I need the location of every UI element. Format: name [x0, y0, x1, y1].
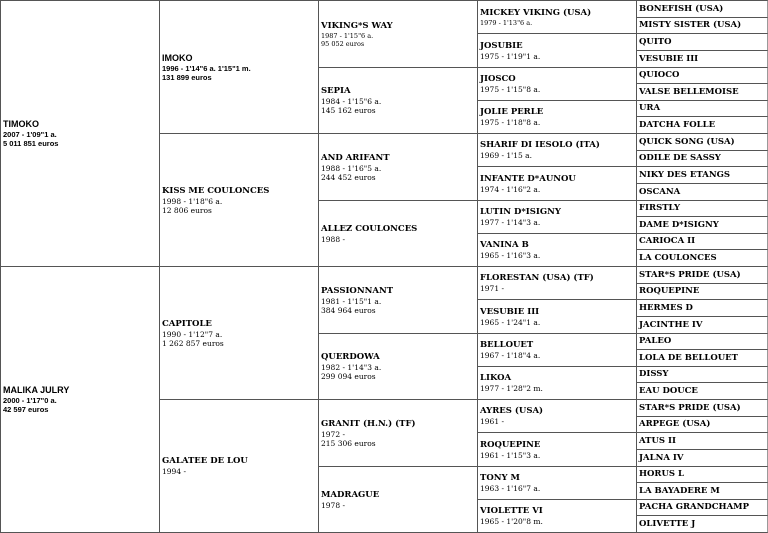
horse-gen3[interactable]: [318, 67, 478, 134]
horse-name: ROQUEPINE: [639, 286, 700, 296]
horse-name: LIKOA: [480, 373, 512, 383]
horse-sire[interactable]: [0, 0, 160, 267]
horse-name: KISS ME COULONCES: [162, 185, 270, 196]
horse-info: 1967 - 1'18"4 a.: [480, 351, 541, 360]
horse-gen5[interactable]: [636, 100, 768, 117]
horse-name: ARPEGE (USA): [639, 419, 711, 429]
horse-gen4[interactable]: [477, 200, 637, 234]
horse-name: LOLA DE BELLOUET: [639, 352, 738, 363]
horse-gen5[interactable]: [636, 283, 768, 300]
horse-name: FLORESTAN (USA) (TF): [480, 273, 594, 283]
horse-info: 2000 - 1'17"0 a.: [3, 396, 57, 405]
horse-gen3[interactable]: [318, 133, 478, 201]
horse-name: DAME D*ISIGNY: [639, 219, 719, 230]
horse-gen5[interactable]: [636, 50, 768, 68]
horse-name: STAR*S PRIDE (USA): [639, 269, 741, 280]
horse-info: 1982 - 1'14"3 a.: [321, 363, 382, 372]
horse-name: SHARIF DI IESOLO (ITA): [480, 140, 600, 150]
horse-info: 1990 - 1'12"7 a.: [162, 329, 223, 339]
horse-name: IMOKO: [162, 52, 193, 63]
horse-gen5[interactable]: [636, 316, 768, 334]
horse-gen4[interactable]: [477, 33, 637, 68]
horse-name: OSCANA: [639, 186, 681, 197]
horse-gen5[interactable]: [636, 183, 768, 201]
horse-gen3[interactable]: [318, 333, 478, 400]
horse-info: 1979 - 1'13"6 a.: [480, 18, 533, 27]
horse-name: STAR*S PRIDE (USA): [639, 402, 741, 413]
horse-gen5[interactable]: [636, 366, 768, 383]
horse-gen5[interactable]: [636, 382, 768, 400]
horse-name: VIKING*S WAY: [321, 20, 393, 31]
horse-name: JALNA IV: [639, 452, 684, 463]
horse-gen5[interactable]: [636, 200, 768, 217]
horse-name: ROQUEPINE: [480, 439, 541, 450]
horse-name: QUITO: [639, 36, 672, 47]
horse-gen3[interactable]: [318, 399, 478, 467]
horse-name: VIOLETTE VI: [480, 506, 543, 516]
horse-gen5[interactable]: [636, 466, 768, 483]
horse-info: 2007 - 1'09"1 a.: [3, 130, 57, 139]
horse-gen4[interactable]: [477, 233, 637, 267]
horse-gen5[interactable]: [636, 432, 768, 450]
horse-info: 1965 - 1'16"3 a.: [480, 251, 541, 260]
horse-name: JOLIE PERLE: [480, 107, 544, 117]
horse-name: VESUBIE III: [639, 53, 699, 64]
horse-gen5[interactable]: [636, 150, 768, 167]
horse-name: URA: [639, 103, 661, 113]
horse-name: CARIOCA II: [639, 236, 696, 246]
horse-gen4[interactable]: [477, 466, 637, 500]
horse-gen4[interactable]: [477, 0, 637, 34]
horse-name: AYRES (USA): [480, 406, 544, 416]
horse-name: BONEFISH (USA): [639, 3, 724, 14]
horse-info: 1984 - 1'15"6 a.: [321, 97, 382, 106]
horse-gen4[interactable]: [477, 266, 637, 300]
horse-info: 1963 - 1'16"7 a.: [480, 484, 541, 493]
horse-gen5[interactable]: [636, 399, 768, 417]
horse-gen5[interactable]: [636, 83, 768, 101]
horse-info: 5 011 851 euros: [3, 139, 59, 148]
horse-gen5[interactable]: [636, 233, 768, 250]
horse-name: VALSE BELLEMOISE: [639, 86, 739, 97]
horse-gen3[interactable]: [318, 466, 478, 533]
horse-gen5[interactable]: [636, 449, 768, 467]
horse-name: NIKY DES ETANGS: [639, 169, 730, 180]
horse-info: 1975 - 1'19"1 a.: [480, 51, 541, 61]
horse-gen5[interactable]: [636, 67, 768, 84]
horse-info: 1998 - 1'18"6 a.: [162, 196, 223, 206]
horse-gen5[interactable]: [636, 499, 768, 516]
horse-name: QUIOCO: [639, 70, 680, 80]
horse-name: JACINTHE IV: [639, 319, 703, 330]
horse-gen5[interactable]: [636, 299, 768, 317]
horse-gen5[interactable]: [636, 515, 768, 533]
horse-info: 131 899 euros: [162, 72, 212, 82]
horse-gen4[interactable]: [477, 100, 637, 134]
horse-info: 1 262 857 euros: [162, 338, 224, 348]
horse-name: LA COULONCES: [639, 252, 717, 263]
horse-info: 1978 -: [321, 500, 346, 510]
horse-gen2[interactable]: [159, 266, 319, 400]
horse-info: 1965 - 1'24"1 a.: [480, 317, 541, 327]
horse-gen2[interactable]: [159, 133, 319, 267]
horse-info: 1994 -: [162, 467, 187, 476]
horse-name: ALLEZ COULONCES: [321, 223, 418, 234]
horse-name: MISTY SISTER (USA): [639, 20, 742, 30]
horse-gen4[interactable]: [477, 333, 637, 367]
horse-name: OLIVETTE J: [639, 518, 696, 529]
horse-gen5[interactable]: [636, 249, 768, 267]
horse-gen5[interactable]: [636, 17, 768, 34]
horse-name: INFANTE D*AUNOU: [480, 173, 576, 184]
horse-name: MALIKA JULRY: [3, 385, 70, 395]
horse-name: TIMOKO: [3, 119, 39, 129]
horse-info: 1972 -: [321, 429, 346, 439]
horse-gen4[interactable]: [477, 399, 637, 433]
horse-gen2[interactable]: [159, 399, 319, 533]
horse-info: 1977 - 1'28"2 m.: [480, 384, 543, 393]
horse-name: DATCHA FOLLE: [639, 119, 716, 130]
horse-info: 1988 - 1'16"5 a.: [321, 163, 382, 173]
horse-name: VESUBIE III: [480, 306, 540, 317]
horse-name: LA BAYADERE M: [639, 485, 720, 496]
horse-info: 1987 - 1'15"6 a.: [321, 31, 374, 40]
horse-name: GRANIT (H.N.) (TF): [321, 418, 416, 429]
horse-info: 12 806 euros: [162, 205, 212, 215]
horse-gen5[interactable]: [636, 0, 768, 18]
horse-name: JOSUBIE: [480, 40, 523, 51]
horse-gen4[interactable]: [477, 366, 637, 400]
horse-gen4[interactable]: [477, 499, 637, 533]
horse-name: ATUS II: [639, 435, 676, 446]
horse-name: PASSIONNANT: [321, 285, 394, 296]
horse-gen5[interactable]: [636, 216, 768, 234]
horse-info: 95 052 euros: [321, 39, 365, 48]
horse-info: 384 964 euros: [321, 305, 376, 315]
horse-gen3[interactable]: [318, 0, 478, 68]
horse-info: 1969 - 1'15 a.: [480, 151, 533, 160]
horse-gen5[interactable]: [636, 333, 768, 350]
horse-name: PALEO: [639, 336, 672, 346]
horse-name: TONY M: [480, 473, 520, 483]
horse-gen5[interactable]: [636, 133, 768, 151]
horse-dam[interactable]: [0, 266, 160, 533]
horse-gen4[interactable]: [477, 299, 637, 334]
horse-info: 1961 - 1'15"3 a.: [480, 450, 541, 460]
horse-info: 1974 - 1'16"2 a.: [480, 184, 541, 194]
horse-gen5[interactable]: [636, 266, 768, 284]
horse-info: 1977 - 1'14"3 a.: [480, 218, 541, 227]
horse-name: FIRSTLY: [639, 203, 681, 213]
horse-name: EAU DOUCE: [639, 385, 698, 396]
horse-gen5[interactable]: [636, 349, 768, 367]
horse-name: DISSY: [639, 369, 669, 379]
horse-name: HORUS L: [639, 469, 684, 479]
horse-gen4[interactable]: [477, 133, 637, 167]
horse-name: QUERDOWA: [321, 352, 380, 362]
horse-gen3[interactable]: [318, 200, 478, 267]
horse-name: AND ARIFANT: [321, 152, 390, 163]
horse-gen3[interactable]: [318, 266, 478, 334]
horse-info: 1961 -: [480, 417, 505, 426]
horse-name: JIOSCO: [480, 74, 516, 84]
horse-name: MADRAGUE: [321, 489, 380, 500]
horse-gen4[interactable]: [477, 166, 637, 201]
horse-info: 1988 -: [321, 234, 346, 244]
horse-gen5[interactable]: [636, 416, 768, 433]
horse-info: 1971 -: [480, 284, 505, 293]
horse-gen4[interactable]: [477, 67, 637, 101]
horse-info: 1975 - 1'15"8 a.: [480, 85, 541, 94]
horse-gen4[interactable]: [477, 432, 637, 467]
horse-name: CAPITOLE: [162, 318, 212, 329]
horse-name: QUICK SONG (USA): [639, 136, 735, 147]
horse-info: 1975 - 1'18"8 a.: [480, 118, 541, 127]
horse-gen2[interactable]: [159, 0, 319, 134]
horse-gen5[interactable]: [636, 116, 768, 134]
horse-info: 215 306 euros: [321, 438, 376, 448]
horse-info: 244 452 euros: [321, 172, 376, 182]
horse-name: HERMES D: [639, 302, 693, 313]
horse-info: 1996 - 1'14"6 a. 1'15"1 m.: [162, 63, 251, 73]
horse-gen5[interactable]: [636, 166, 768, 184]
horse-name: SEPIA: [321, 86, 351, 96]
horse-gen5[interactable]: [636, 33, 768, 51]
horse-name: VANINA B: [480, 240, 529, 250]
horse-info: 42 597 euros: [3, 405, 49, 414]
horse-info: 145 162 euros: [321, 106, 376, 115]
horse-gen5[interactable]: [636, 482, 768, 500]
horse-info: 1981 - 1'15"1 a.: [321, 296, 382, 306]
horse-name: PACHA GRANDCHAMP: [639, 502, 749, 512]
horse-name: MICKEY VIKING (USA): [480, 7, 592, 18]
horse-name: ODILE DE SASSY: [639, 153, 721, 163]
horse-info: 1965 - 1'20"8 m.: [480, 517, 543, 526]
horse-name: LUTIN D*ISIGNY: [480, 207, 561, 217]
horse-name: GALATEE DE LOU: [162, 456, 248, 466]
horse-info: 299 094 euros: [321, 372, 376, 381]
horse-name: BELLOUET: [480, 340, 534, 350]
